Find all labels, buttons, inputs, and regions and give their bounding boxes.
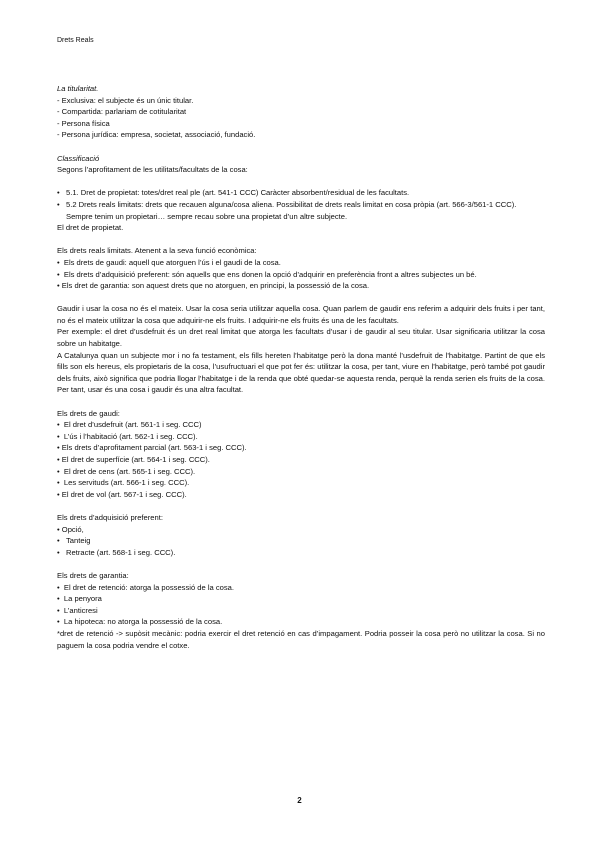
text-line: - Exclusiva: el subjecte és un únic titular.: [57, 95, 194, 105]
list-item: • Les servituds (art. 566-1 i seg. CCC).: [57, 478, 190, 488]
section-heading-titularitat: La titularitat.: [57, 84, 99, 93]
list-item: • La hipoteca: no atorga la possessió de la cosa.: [57, 617, 223, 627]
bullet-icon: •: [57, 605, 64, 615]
text-line: Els drets de garantia:: [57, 570, 129, 580]
list-item: • Els drets d’adquisició preferent: són aquells que ens donen la opció d’adquirir en preferència front a altres subjectes un bé.: [57, 269, 477, 279]
text-line: Els drets reals limitats. Atenent a la seva funció econòmica:: [57, 246, 257, 256]
text-line: Els drets d’adquisició preferent:: [57, 512, 163, 522]
text-line: Els drets de gaudi:: [57, 408, 120, 418]
bullet-icon: •: [57, 269, 64, 279]
bullet-icon: •: [57, 478, 64, 488]
list-item: • 5.2 Drets reals limitats: drets que recauen alguna/cosa aliena. Possibilitat de drets reals limitat en cosa pròpia (art. 566-3/561-1 CCC). Sempre tenim un propietari… sempre recau sobre una propietat d’un altre subjecte.: [57, 199, 517, 221]
text-line: Segons l’aprofitament de les utilitats/facultats de la cosa:: [57, 165, 248, 175]
list-item: • L’ús i l’habitació (art. 562-1 i seg. CCC).: [57, 431, 198, 441]
bullet-icon: •: [57, 524, 62, 534]
paragraph: Gaudir i usar la cosa no és el mateix. Usar la cosa seria utilitzar aquella cosa. Quan parlem de gaudir ens referim a adquirir dels fruits i per tant, no és el mateix utilitzar la cosa que adquirir-ne els fruits. I adquirir-ne els fruits és una de les facultats.: [57, 304, 545, 325]
list-item: • Tanteig: [57, 536, 91, 546]
list-item: • Els dret de garantia: son aquest drets que no atorguen, en principi, la possessió de la cosa.: [57, 281, 370, 291]
bullet-icon: •: [57, 431, 64, 441]
bullet-icon: •: [57, 281, 62, 291]
bullet-icon: •: [57, 536, 66, 546]
bullet-icon: •: [57, 594, 64, 604]
list-item: • El dret de retenció: atorga la possessió de la cosa.: [57, 582, 235, 592]
text-line: - Persona jurídica: empresa, societat, associació, fundació.: [57, 130, 256, 140]
list-item: • Els drets d’aprofitament parcial (art. 563-1 i seg. CCC).: [57, 443, 247, 453]
text-line: - Persona física: [57, 118, 110, 128]
footnote-paragraph: *dret de retenció -> supòsit mecànic: podria exercir el dret retenció en cas d’impagament. Podria posseir la cosa però no utilitzar la cosa. Si no paguem la cosa podria vendre el cotxe.: [57, 628, 545, 650]
list-item: • Opció,: [57, 524, 84, 534]
bullet-icon: •: [57, 455, 62, 464]
page-body: [57, 83, 545, 651]
list-item: • El dret de superfície (art. 564-1 i seg. CCC).: [57, 455, 210, 464]
section-heading-classificacio: Classificació: [57, 153, 100, 163]
list-item: • El dret d’usdefruit (art. 561-1 i seg. CCC): [57, 420, 202, 430]
bullet-icon: •: [57, 188, 66, 198]
bullet-icon: •: [57, 443, 62, 453]
bullet-icon: •: [57, 582, 64, 592]
list-item: • Retracte (art. 568-1 i seg. CCC).: [57, 547, 176, 557]
bullet-icon: •: [57, 257, 64, 267]
text-line: El dret de propietat.: [57, 223, 124, 233]
bullet-icon: •: [57, 489, 62, 499]
list-item: • El dret de cens (art. 565-1 i seg. CCC).: [57, 466, 196, 476]
paragraph: Per exemple: el dret d’usdefruit és un dret real limitat que atorga les facultats d’usar i de gaudir al seu titular. Usar significaria utilitzar la cosa sobre un habitatge.: [57, 327, 545, 349]
bullet-icon: •: [57, 199, 66, 209]
bullet-icon: •: [57, 466, 64, 476]
list-item: • La penyora: [57, 594, 102, 604]
page-header: Drets Reals: [57, 37, 94, 44]
bullet-icon: •: [57, 617, 64, 627]
bullet-icon: •: [57, 420, 64, 430]
bullet-icon: •: [57, 547, 66, 557]
list-item: • Els drets de gaudi: aquell que atorguen l’ús i el gaudi de la cosa.: [57, 257, 281, 267]
page-number: 2: [297, 796, 302, 805]
list-item: • El dret de vol (art. 567-1 i seg. CCC).: [57, 489, 187, 499]
paragraph: A Catalunya quan un subjecte mor i no fa testament, els fills hereten l’habitatge però la dona manté l’usdefruit de l’habitatge. Partint de que els fills son els hereus, els propietaris de la cosa, l’usufructuari el que pot fer és: utilitzar la cosa, per tant, viure en l’habitatge, però també pot gaudir dels fruits, això significa que podria llogar l’habitatge i de la renda que obté quedar-se aquesta renda, perquè la renda serien els fruits de la cosa. Per tant, usar és una cosa i gaudir és una altra facultat.: [57, 350, 545, 395]
list-item: • 5.1. Dret de propietat: totes/dret real ple (art. 541-1 CCC) Caràcter absorbent/residual de les facultats.: [57, 188, 410, 198]
list-item: • L’anticresi: [57, 605, 98, 615]
text-line: - Compartida: parlariam de cotitularitat: [57, 107, 187, 117]
